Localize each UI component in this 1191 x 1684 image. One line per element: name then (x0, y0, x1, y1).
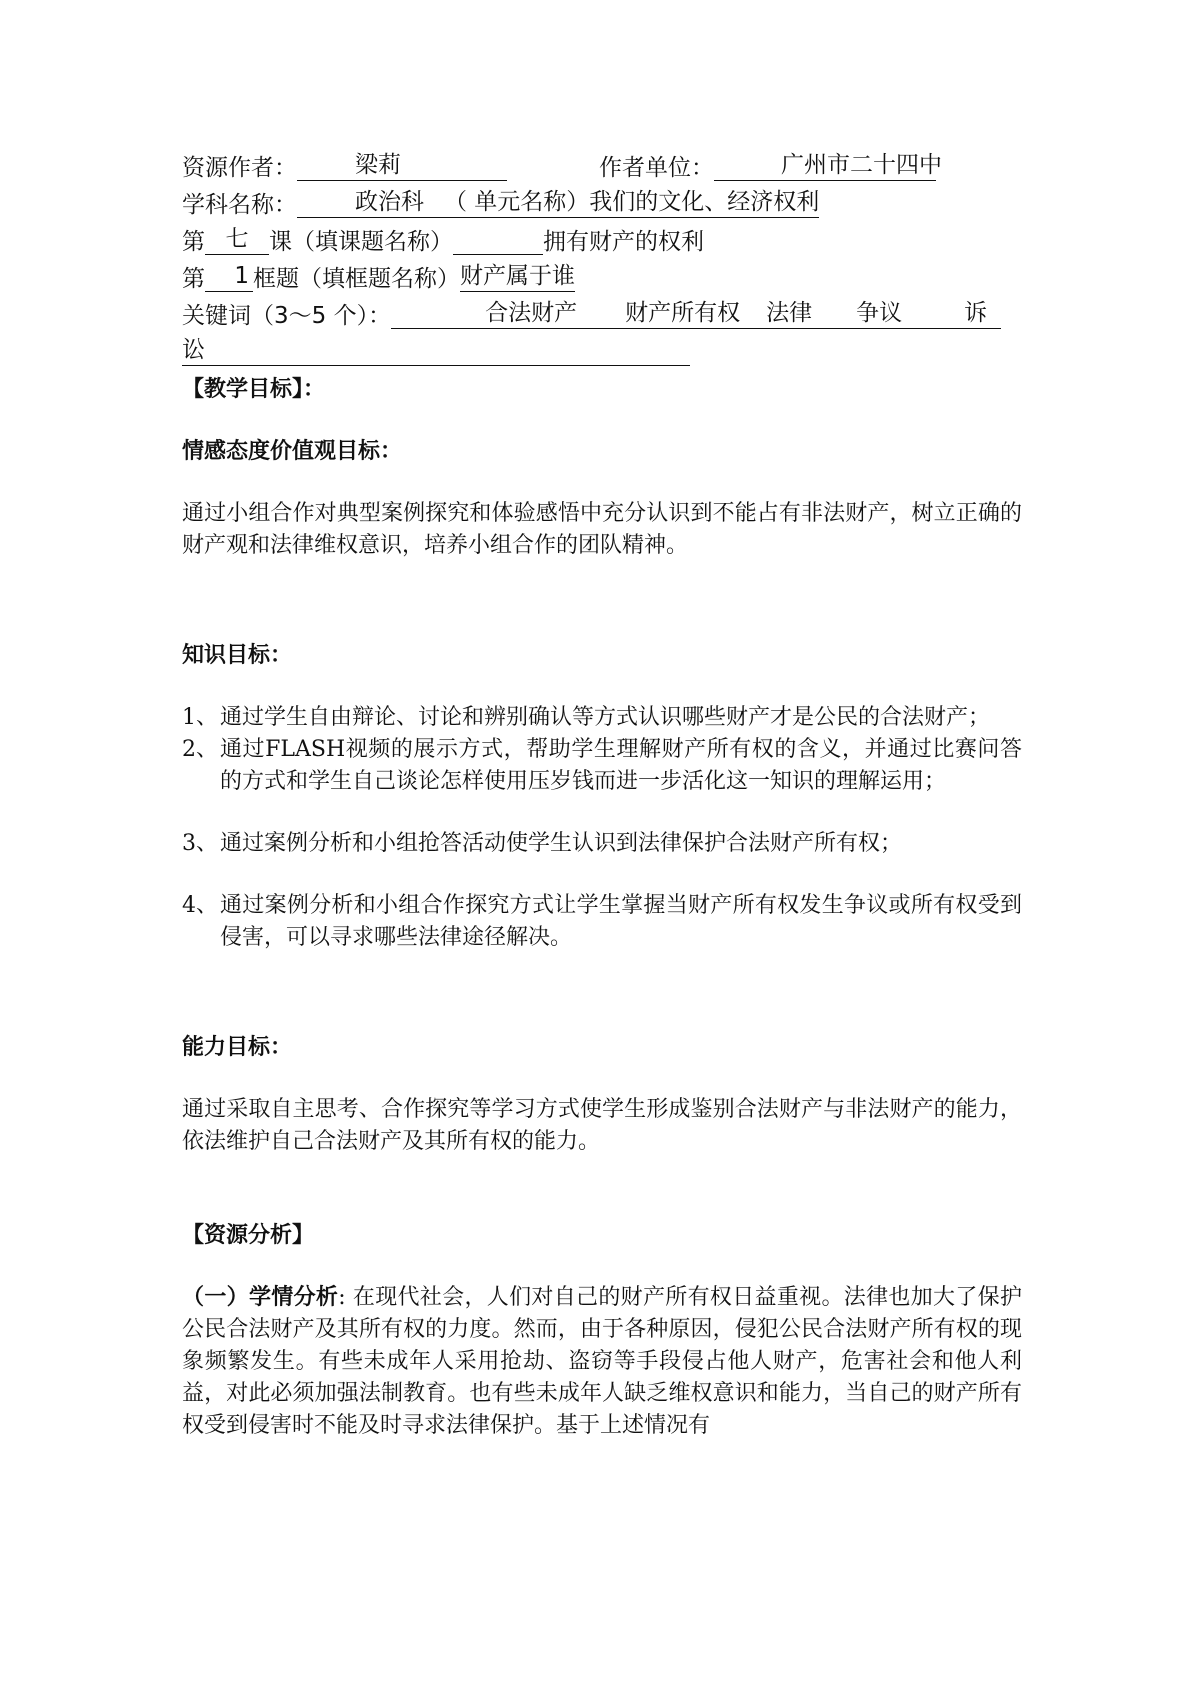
knowledge-item-text: 通过案例分析和小组合作探究方式让学生掌握当财产所有权发生争议或所有权受到侵害，可以寻求哪些法律途径解决。 (220, 893, 1022, 950)
subject-line (182, 187, 1022, 224)
frame-middle: 框题（填框题名称） (253, 266, 460, 292)
keyword-tail: 讼 (182, 337, 205, 363)
teaching-goals-title: 【教学目标】： (182, 377, 326, 402)
knowledge-item-2 (182, 734, 1022, 798)
knowledge-item-text: 通过FLASH视频的展示方式，帮助学生理解财产所有权的含义，并通过比赛问答的方式和学生自己谈论怎样使用压岁钱而进一步活化这一知识的理解运用； (220, 737, 1022, 794)
learner-analysis-label: （一）学情分析 (182, 1285, 339, 1310)
frame-line (182, 261, 1022, 298)
keyword-5: 诉 (964, 300, 988, 326)
knowledge-item-number: 1、 (182, 705, 218, 730)
knowledge-item-number: 2、 (182, 737, 218, 762)
frame-number: 1 (205, 261, 253, 292)
resource-analysis-title: 【资源分析】 (182, 1223, 315, 1248)
keyword-3: 法律 (766, 300, 813, 326)
knowledge-item-text: 通过案例分析和小组抢答活动使学生认识到法律保护合法财产所有权； (220, 831, 903, 856)
unit-value: 广州市二十四中 (781, 152, 942, 178)
knowledge-item-number: 4、 (182, 893, 218, 918)
knowledge-item-4 (182, 890, 1022, 954)
lesson-line (182, 224, 1022, 261)
emotion-goal-heading: 情感态度价值观目标： (182, 439, 403, 464)
unit-label: 作者单位： (599, 155, 714, 181)
lesson-title: 拥有财产的权利 (543, 229, 704, 255)
learner-analysis-text: 在现代社会，人们对自己的财产所有权日益重视。法律也加大了保护公民合法财产及其所有权的力度。然而，由于各种原因，侵犯公民合法财产所有权的现象频繁发生。有些未成年人采用抢劫、盗窃等手段侵占他人财产，危害社会和他人利益，对此必须加强法制教育。也有些未成年人缺乏维权意识和能力，当自己的财产所有权受到侵害时不能及时寻求法律保护。基于上述情况有 (182, 1285, 1022, 1438)
learner-analysis-colon: : (338, 1285, 346, 1310)
keywords-label: 关键词（3～5 个）： (182, 303, 392, 329)
subject-value: 政治科 (355, 189, 424, 215)
ability-goal-text: 通过采取自主思考、合作探究等学习方式使学生形成鉴别合法财产与非法财产的能力，依法维护自己合法财产及其所有权的能力。 (182, 1097, 1022, 1154)
lesson-blank (453, 224, 543, 255)
keywords-continuation-line (182, 335, 1022, 372)
author-line (182, 150, 1022, 187)
frame-title: 财产属于谁 (460, 261, 575, 292)
author-value: 梁莉 (355, 152, 401, 178)
keywords-continuation-field (182, 335, 690, 366)
knowledge-item-1 (182, 702, 1022, 734)
subject-label: 学科名称： (182, 192, 297, 218)
frame-prefix: 第 (182, 266, 205, 292)
unit-name-value: （ 单元名称）我们的文化、经济权利 (444, 189, 820, 215)
keyword-1: 合法财产 (485, 300, 578, 326)
knowledge-item-text: 通过学生自由辩论、讨论和辨别确认等方式认识哪些财产才是公民的合法财产； (220, 705, 991, 730)
lesson-prefix: 第 (182, 229, 205, 255)
unit-field (714, 150, 942, 181)
keywords-line (182, 298, 1022, 335)
keyword-2: 财产所有权 (625, 300, 741, 326)
knowledge-item-3 (182, 828, 1022, 860)
knowledge-goal-heading: 知识目标： (182, 643, 293, 668)
author-field (297, 150, 507, 181)
emotion-goal-text: 通过小组合作对典型案例探究和体验感悟中充分认识到不能占有非法财产，树立正确的财产观和法律维权意识，培养小组合作的团队精神。 (182, 501, 1022, 558)
keyword-4: 争议 (856, 300, 903, 326)
subject-field (297, 187, 819, 218)
learner-analysis-paragraph (182, 1282, 1022, 1442)
keywords-field (391, 298, 1001, 329)
lesson-number: 七 (205, 224, 269, 255)
knowledge-item-number: 3、 (182, 831, 218, 856)
ability-goal-heading: 能力目标： (182, 1035, 293, 1060)
document-content (182, 150, 1022, 1442)
lesson-middle: 课（填课题名称） (269, 229, 453, 255)
author-label: 资源作者： (182, 155, 297, 181)
